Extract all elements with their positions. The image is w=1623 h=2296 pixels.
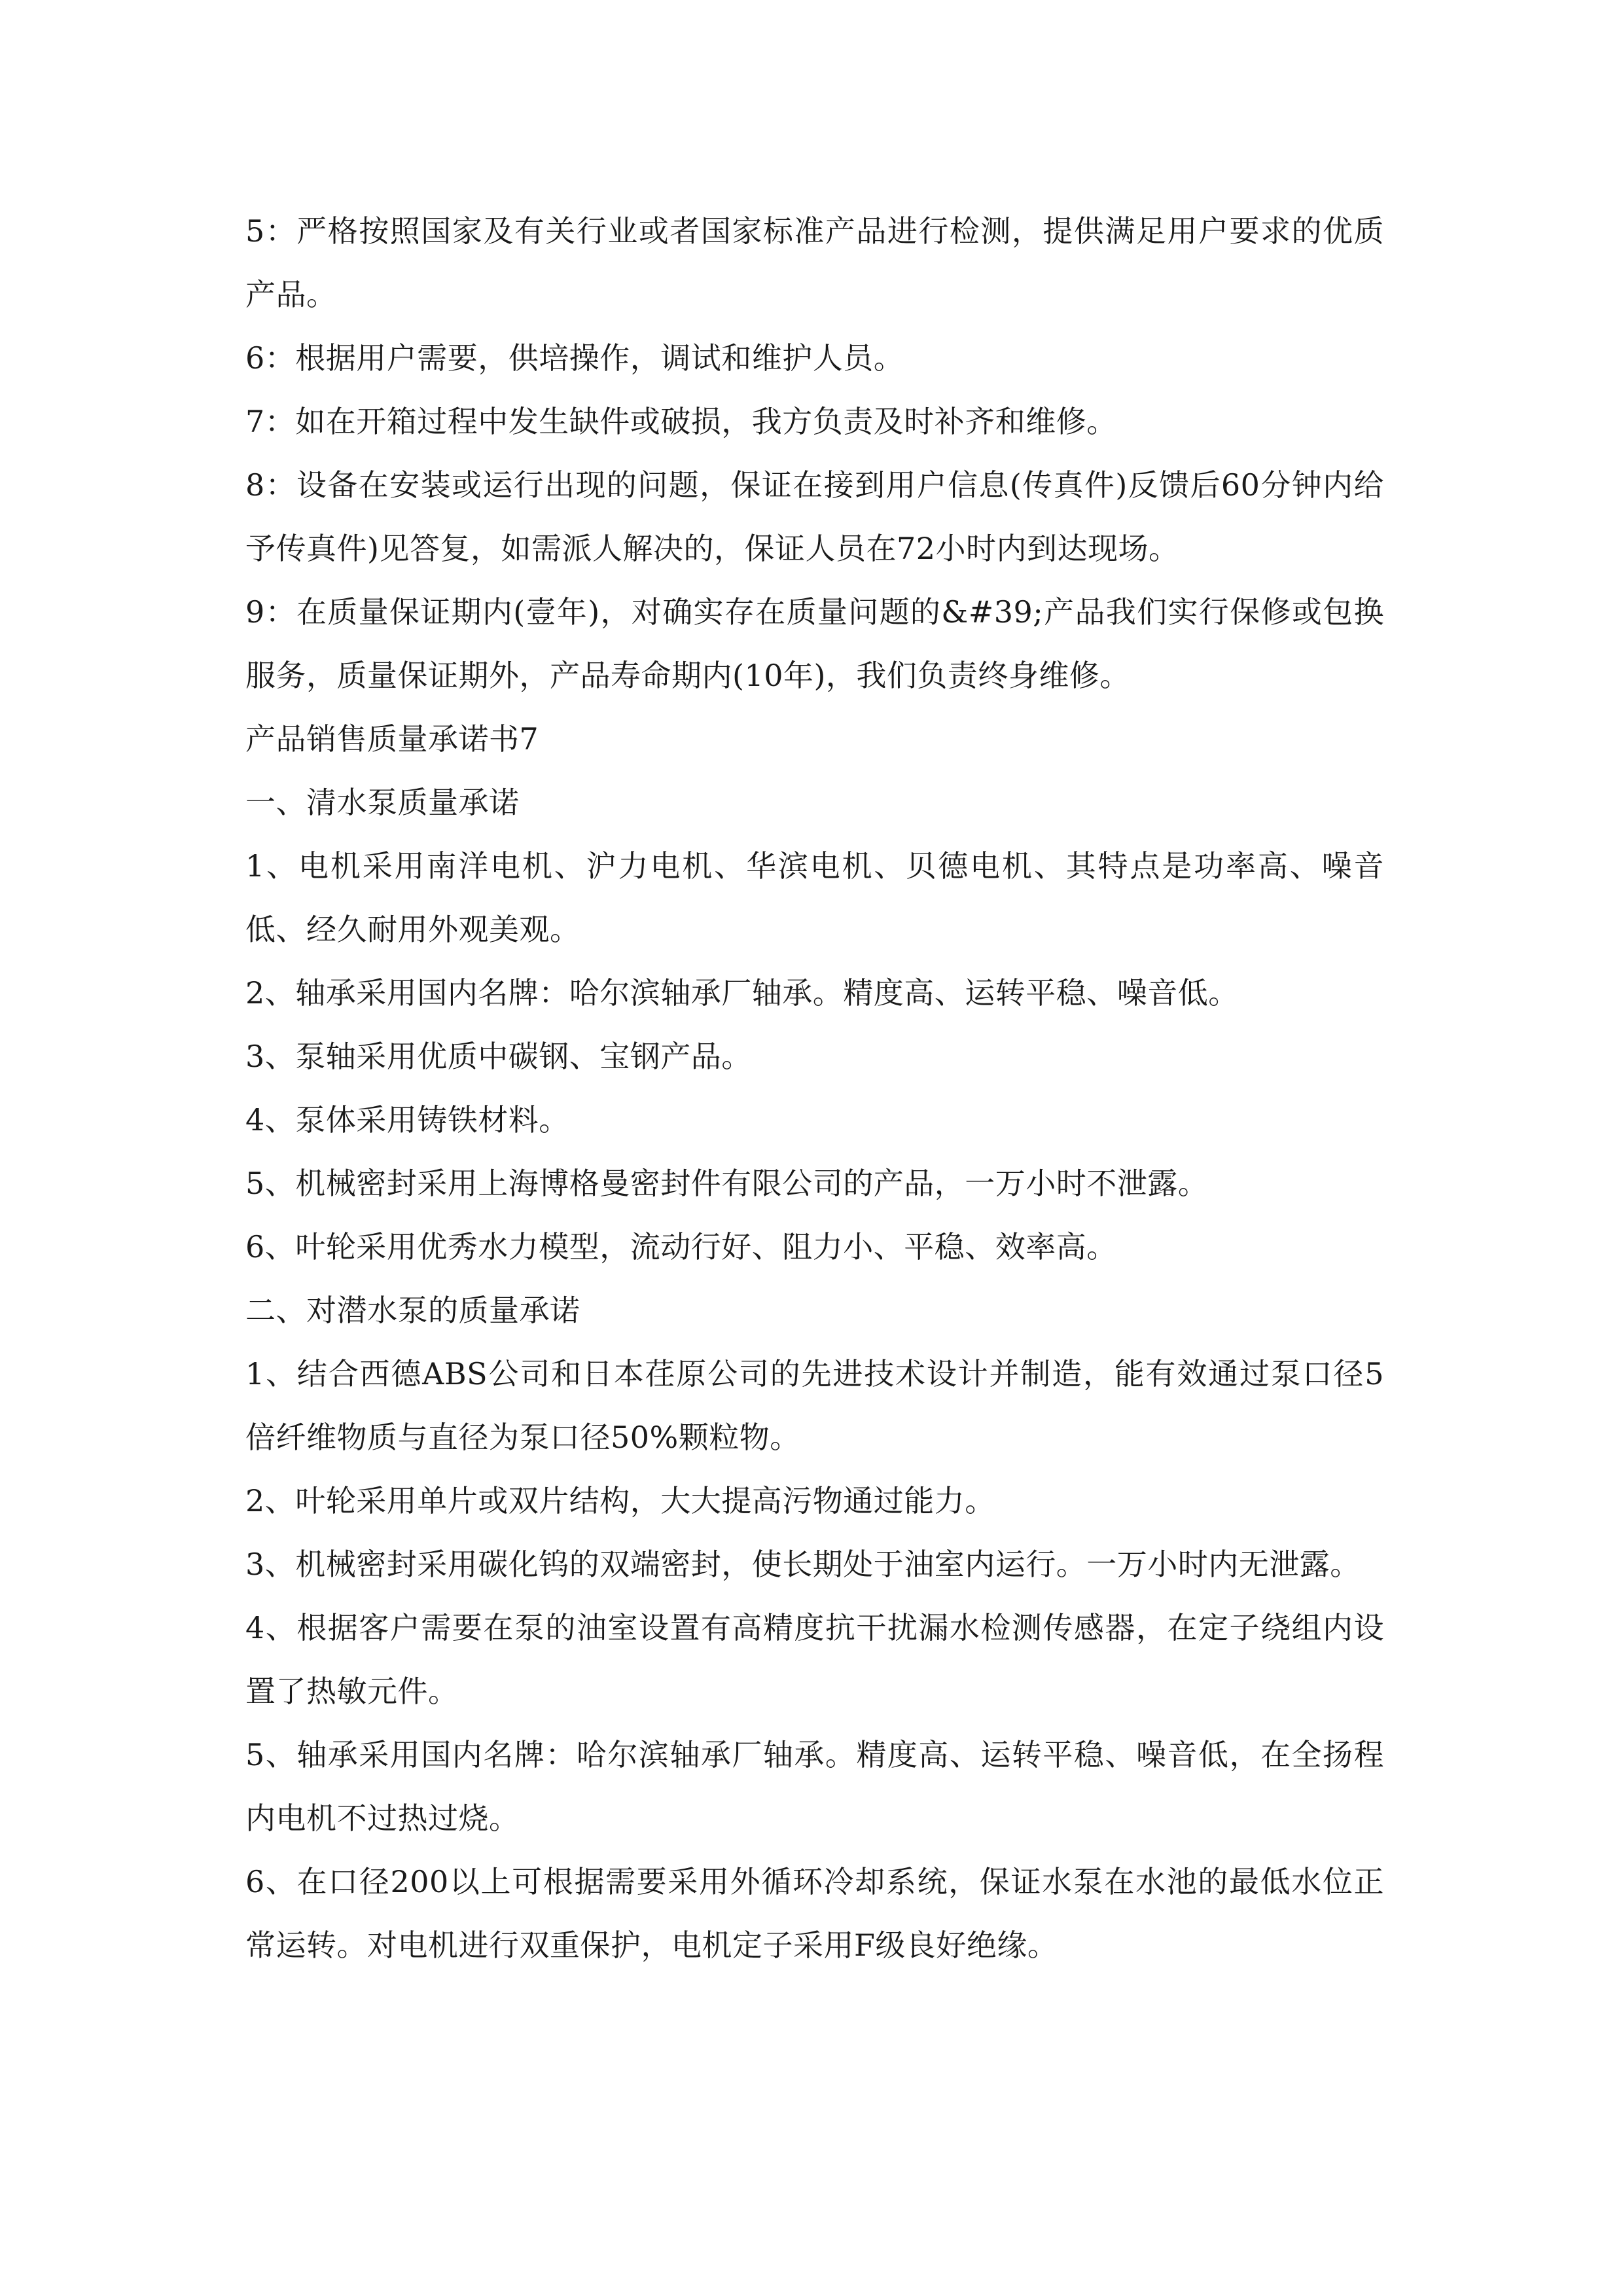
paragraph-item-8: 8：设备在安装或运行出现的问题，保证在接到用户信息(传真件)反馈后60分钟内给予传真件)见答复，如需派人解决的，保证人员在72小时内到达现场。 [245, 467, 1384, 566]
section-title: 产品销售质量承诺书7 [245, 721, 539, 757]
clear-water-item-6: 6、叶轮采用优秀水力模型，流动行好、阻力小、平稳、效率高。 [245, 1229, 1117, 1265]
paragraph-item-6: 6：根据用户需要，供培操作，调试和维护人员。 [245, 340, 904, 376]
submersible-item-2: 2、叶轮采用单片或双片结构，大大提高污物通过能力。 [245, 1483, 995, 1518]
submersible-item-6: 6、在口径200以上可根据需要采用外循环冷却系统，保证水泵在水池的最低水位正常运转。对电机进行双重保护，电机定子采用F级良好绝缘。 [245, 1864, 1384, 1963]
clear-water-item-3: 3、泵轴采用优质中碳钢、宝钢产品。 [245, 1039, 752, 1074]
paragraph-item-9: 9：在质量保证期内(壹年)，对确实存在质量问题的&#39;产品我们实行保修或包换服务，质量保证期外，产品寿命期内(10年)，我们负责终身维修。 [245, 594, 1384, 693]
submersible-item-1: 1、结合西德ABS公司和日本荏原公司的先进技术设计并制造，能有效通过泵口径5倍纤维物质与直径为泵口径50%颗粒物。 [245, 1356, 1384, 1455]
submersible-item-4: 4、根据客户需要在泵的油室设置有高精度抗干扰漏水检测传感器，在定子绕组内设置了热敏元件。 [245, 1610, 1384, 1709]
document-body [245, 200, 1384, 1977]
section-heading-clear-water-pump: 一、清水泵质量承诺 [245, 785, 520, 820]
clear-water-item-2: 2、轴承采用国内名牌：哈尔滨轴承厂轴承。精度高、运转平稳、噪音低。 [245, 975, 1239, 1011]
submersible-item-3: 3、机械密封采用碳化钨的双端密封，使长期处于油室内运行。一万小时内无泄露。 [245, 1547, 1361, 1582]
clear-water-item-4: 4、泵体采用铸铁材料。 [245, 1102, 569, 1138]
clear-water-item-1: 1、电机采用南洋电机、沪力电机、华滨电机、贝德电机、其特点是功率高、噪音低、经久耐用外观美观。 [245, 848, 1384, 947]
section-heading-submersible-pump: 二、对潜水泵的质量承诺 [245, 1293, 580, 1328]
paragraph-item-7: 7：如在开箱过程中发生缺件或破损，我方负责及时补齐和维修。 [245, 404, 1117, 439]
submersible-item-5: 5、轴承采用国内名牌：哈尔滨轴承厂轴承。精度高、运转平稳、噪音低，在全扬程内电机不过热过烧。 [245, 1737, 1384, 1836]
clear-water-item-5: 5、机械密封采用上海博格曼密封件有限公司的产品，一万小时不泄露。 [245, 1166, 1209, 1201]
paragraph-item-5: 5：严格按照国家及有关行业或者国家标准产品进行检测，提供满足用户要求的优质产品。 [245, 213, 1384, 312]
